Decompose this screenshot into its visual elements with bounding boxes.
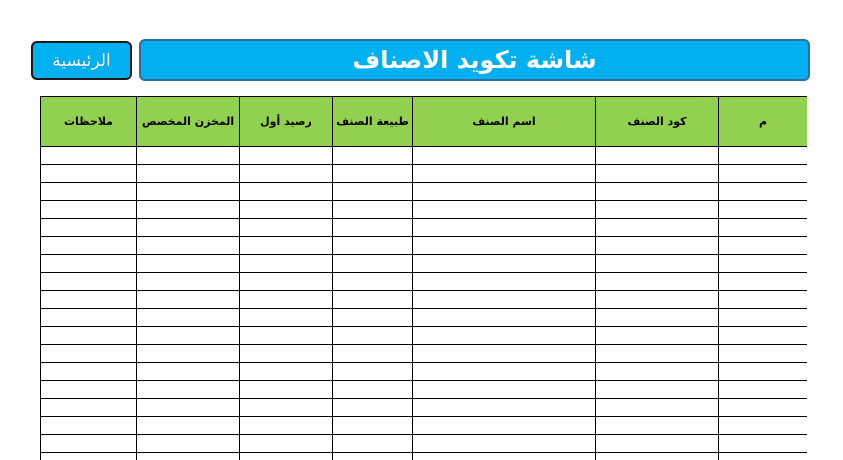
grid-cell[interactable] bbox=[41, 381, 137, 399]
grid-cell[interactable] bbox=[41, 291, 137, 309]
column-header-notes: ملاحظات bbox=[41, 97, 137, 147]
grid-cell[interactable] bbox=[240, 201, 333, 219]
grid-cell[interactable] bbox=[240, 327, 333, 345]
grid-cell[interactable] bbox=[240, 345, 333, 363]
table-row bbox=[41, 399, 808, 417]
grid-cell[interactable] bbox=[41, 435, 137, 453]
grid-cell[interactable] bbox=[413, 291, 596, 309]
table-row bbox=[41, 273, 808, 291]
grid-cell[interactable] bbox=[240, 381, 333, 399]
grid-cell[interactable] bbox=[719, 273, 808, 291]
grid-cell[interactable] bbox=[719, 381, 808, 399]
grid-cell[interactable] bbox=[41, 453, 137, 460]
grid-cell[interactable] bbox=[413, 453, 596, 460]
grid-cell[interactable] bbox=[413, 219, 596, 237]
grid-cell[interactable] bbox=[596, 219, 719, 237]
grid-cell[interactable] bbox=[719, 219, 808, 237]
page-title: شاشة تكويد الاصناف bbox=[139, 39, 810, 81]
grid-cell[interactable] bbox=[240, 165, 333, 183]
grid-cell[interactable] bbox=[333, 255, 413, 273]
table-row bbox=[41, 183, 808, 201]
grid-cell[interactable] bbox=[596, 363, 719, 381]
grid-cell[interactable] bbox=[413, 165, 596, 183]
table-row bbox=[41, 435, 808, 453]
grid-cell[interactable] bbox=[333, 417, 413, 435]
grid-cell[interactable] bbox=[413, 381, 596, 399]
grid-cell[interactable] bbox=[240, 291, 333, 309]
grid-cell[interactable] bbox=[719, 363, 808, 381]
grid-cell[interactable] bbox=[413, 399, 596, 417]
grid-cell[interactable] bbox=[333, 363, 413, 381]
grid-cell[interactable] bbox=[596, 435, 719, 453]
grid-cell[interactable] bbox=[137, 453, 240, 460]
grid-cell[interactable] bbox=[240, 219, 333, 237]
grid-cell[interactable] bbox=[413, 327, 596, 345]
grid-cell[interactable] bbox=[137, 345, 240, 363]
grid-cell[interactable] bbox=[596, 291, 719, 309]
grid-cell[interactable] bbox=[333, 273, 413, 291]
grid-cell[interactable] bbox=[137, 327, 240, 345]
grid-cell[interactable] bbox=[41, 255, 137, 273]
grid-cell[interactable] bbox=[413, 183, 596, 201]
grid-cell[interactable] bbox=[596, 327, 719, 345]
grid-cell[interactable] bbox=[413, 147, 596, 165]
grid-cell[interactable] bbox=[137, 273, 240, 291]
table-row bbox=[41, 201, 808, 219]
grid-cell[interactable] bbox=[137, 309, 240, 327]
grid-cell[interactable] bbox=[719, 147, 808, 165]
grid-cell[interactable] bbox=[240, 147, 333, 165]
grid-cell[interactable] bbox=[41, 309, 137, 327]
table-row bbox=[41, 291, 808, 309]
grid-cell[interactable] bbox=[719, 237, 808, 255]
grid-cell[interactable] bbox=[719, 417, 808, 435]
grid-cell[interactable] bbox=[413, 273, 596, 291]
grid-cell[interactable] bbox=[137, 165, 240, 183]
grid-cell[interactable] bbox=[719, 201, 808, 219]
grid-cell[interactable] bbox=[41, 273, 137, 291]
grid-cell[interactable] bbox=[333, 165, 413, 183]
grid-cell[interactable] bbox=[137, 381, 240, 399]
grid-cell[interactable] bbox=[596, 309, 719, 327]
table-row bbox=[41, 147, 808, 165]
column-header-item-type: طبيعة الصنف bbox=[333, 97, 413, 147]
grid-cell[interactable] bbox=[596, 255, 719, 273]
grid-body bbox=[41, 147, 808, 460]
grid-cell[interactable] bbox=[719, 453, 808, 460]
grid-cell[interactable] bbox=[719, 309, 808, 327]
grid-cell[interactable] bbox=[137, 363, 240, 381]
grid-cell[interactable] bbox=[137, 201, 240, 219]
grid-cell[interactable] bbox=[240, 417, 333, 435]
items-grid-container bbox=[40, 96, 807, 460]
grid-cell[interactable] bbox=[240, 309, 333, 327]
column-header-opening-balance: رصيد أول bbox=[240, 97, 333, 147]
grid-cell[interactable] bbox=[137, 291, 240, 309]
grid-cell[interactable] bbox=[41, 201, 137, 219]
grid-cell[interactable] bbox=[333, 381, 413, 399]
grid-cell[interactable] bbox=[333, 327, 413, 345]
grid-cell[interactable] bbox=[137, 237, 240, 255]
grid-cell[interactable] bbox=[596, 183, 719, 201]
grid-cell[interactable] bbox=[719, 165, 808, 183]
grid-cell[interactable] bbox=[333, 345, 413, 363]
grid-cell[interactable] bbox=[719, 327, 808, 345]
grid-cell[interactable] bbox=[596, 381, 719, 399]
table-row bbox=[41, 255, 808, 273]
grid-cell[interactable] bbox=[719, 255, 808, 273]
table-row bbox=[41, 165, 808, 183]
grid-cell[interactable] bbox=[41, 327, 137, 345]
grid-cell[interactable] bbox=[596, 273, 719, 291]
grid-cell[interactable] bbox=[596, 453, 719, 460]
grid-cell[interactable] bbox=[41, 399, 137, 417]
grid-cell[interactable] bbox=[596, 345, 719, 363]
table-row bbox=[41, 363, 808, 381]
grid-cell[interactable] bbox=[596, 201, 719, 219]
grid-cell[interactable] bbox=[41, 147, 137, 165]
grid-cell[interactable] bbox=[333, 147, 413, 165]
grid-cell[interactable] bbox=[596, 417, 719, 435]
grid-cell[interactable] bbox=[596, 399, 719, 417]
grid-cell[interactable] bbox=[240, 435, 333, 453]
grid-cell[interactable] bbox=[333, 201, 413, 219]
grid-cell[interactable] bbox=[719, 345, 808, 363]
grid-cell[interactable] bbox=[333, 219, 413, 237]
grid-cell[interactable] bbox=[240, 237, 333, 255]
grid-cell[interactable] bbox=[413, 435, 596, 453]
table-row bbox=[41, 327, 808, 345]
grid-cell[interactable] bbox=[41, 237, 137, 255]
grid-cell[interactable] bbox=[333, 309, 413, 327]
grid-cell[interactable] bbox=[137, 417, 240, 435]
grid-cell[interactable] bbox=[240, 453, 333, 460]
grid-cell[interactable] bbox=[137, 435, 240, 453]
grid-cell[interactable] bbox=[137, 147, 240, 165]
grid-cell[interactable] bbox=[41, 219, 137, 237]
grid-cell[interactable] bbox=[413, 309, 596, 327]
grid-cell[interactable] bbox=[596, 147, 719, 165]
grid-cell[interactable] bbox=[596, 237, 719, 255]
grid-cell[interactable] bbox=[41, 417, 137, 435]
table-row bbox=[41, 219, 808, 237]
grid-cell[interactable] bbox=[41, 363, 137, 381]
home-button[interactable]: الرئيسية bbox=[31, 41, 132, 80]
grid-cell[interactable] bbox=[137, 183, 240, 201]
grid-cell[interactable] bbox=[413, 417, 596, 435]
header-row bbox=[41, 97, 808, 147]
grid-cell[interactable] bbox=[719, 291, 808, 309]
table-row bbox=[41, 381, 808, 399]
table-row bbox=[41, 453, 808, 460]
grid-cell[interactable] bbox=[719, 399, 808, 417]
column-header-item-code: كود الصنف bbox=[596, 97, 719, 147]
grid-cell[interactable] bbox=[240, 363, 333, 381]
grid-cell[interactable] bbox=[333, 435, 413, 453]
grid-cell[interactable] bbox=[333, 291, 413, 309]
grid-cell[interactable] bbox=[240, 255, 333, 273]
grid-cell[interactable] bbox=[137, 255, 240, 273]
table-row bbox=[41, 345, 808, 363]
grid-cell[interactable] bbox=[333, 453, 413, 460]
grid-cell[interactable] bbox=[137, 219, 240, 237]
items-grid bbox=[40, 96, 807, 460]
grid-cell[interactable] bbox=[41, 165, 137, 183]
column-header-item-name: اسم الصنف bbox=[413, 97, 596, 147]
grid-cell[interactable] bbox=[413, 255, 596, 273]
grid-cell[interactable] bbox=[413, 237, 596, 255]
column-header-assigned-warehouse: المخزن المخصص bbox=[137, 97, 240, 147]
table-row bbox=[41, 237, 808, 255]
grid-cell[interactable] bbox=[719, 435, 808, 453]
grid-cell[interactable] bbox=[333, 399, 413, 417]
grid-cell[interactable] bbox=[137, 399, 240, 417]
table-row bbox=[41, 417, 808, 435]
table-row bbox=[41, 309, 808, 327]
grid-cell[interactable] bbox=[413, 345, 596, 363]
grid-cell[interactable] bbox=[333, 183, 413, 201]
column-header-serial-number: م bbox=[719, 97, 808, 147]
grid-cell[interactable] bbox=[41, 345, 137, 363]
grid-cell[interactable] bbox=[413, 201, 596, 219]
grid-cell[interactable] bbox=[240, 183, 333, 201]
grid-cell[interactable] bbox=[719, 183, 808, 201]
grid-cell[interactable] bbox=[240, 273, 333, 291]
grid-cell[interactable] bbox=[41, 183, 137, 201]
grid-cell[interactable] bbox=[240, 399, 333, 417]
grid-cell[interactable] bbox=[413, 363, 596, 381]
grid-cell[interactable] bbox=[333, 237, 413, 255]
grid-cell[interactable] bbox=[596, 165, 719, 183]
